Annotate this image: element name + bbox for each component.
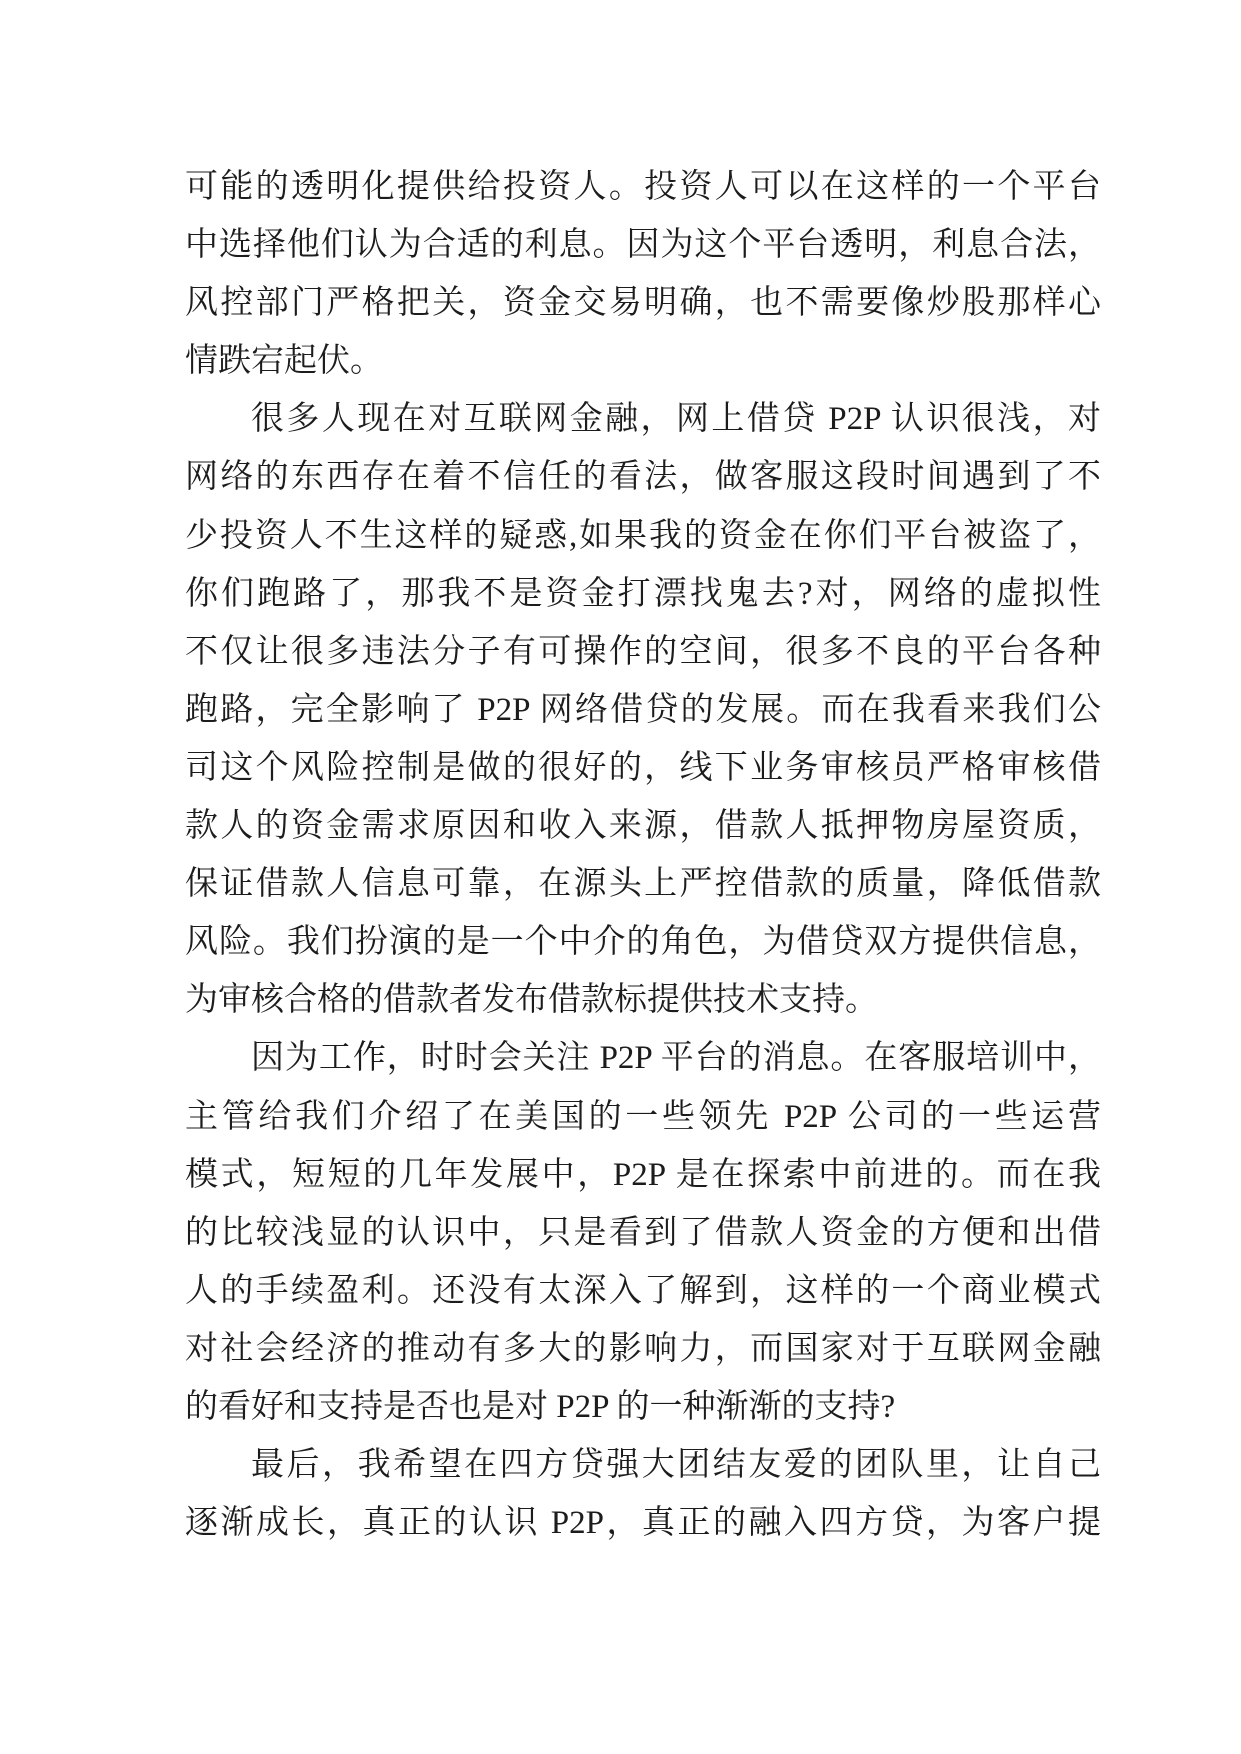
- text-line: 为审核合格的借款者发布借款标提供技术支持。: [185, 982, 878, 1019]
- text-line: 可能的透明化提供给投资人。投资人可以在这样的一个平台: [185, 169, 1101, 205]
- text-line: 不仅让很多违法分子有可操作的空间，很多不良的平台各种: [185, 633, 1101, 670]
- text-line: 跑路，完全影响了 P2P 网络借贷的发展。而在我看来我们公: [185, 691, 1101, 728]
- text-line: 人的手续盈利。还没有太深入了解到，这样的一个商业模式: [185, 1272, 1101, 1309]
- paragraph: [185, 1029, 1101, 1436]
- text-line: 司这个风险控制是做的很好的，线下业务审核员严格审核借: [185, 749, 1101, 786]
- text-line: 风险。我们扮演的是一个中介的角色，为借贷双方提供信息，: [185, 924, 1101, 961]
- text-line: 款人的资金需求原因和收入来源，借款人抵押物房屋资质，: [185, 808, 1101, 845]
- paragraph: [185, 1436, 1101, 1552]
- text-line: 保证借款人信息可靠，在源头上严控借款的质量，降低借款: [185, 866, 1101, 903]
- text-line: 主管给我们介绍了在美国的一些领先 P2P 公司的一些运营: [185, 1098, 1101, 1135]
- text-line: 的比较浅显的认识中，只是看到了借款人资金的方便和出借: [185, 1214, 1101, 1251]
- document-text-column: [185, 158, 1101, 1552]
- text-line: 对社会经济的推动有多大的影响力，而国家对于互联网金融: [185, 1330, 1101, 1367]
- text-line: 模式，短短的几年发展中，P2P 是在探索中前进的。而在我: [185, 1156, 1101, 1193]
- text-line: 你们跑路了，那我不是资金打漂找鬼去?对，网络的虚拟性: [185, 575, 1101, 612]
- text-line: 因为工作，时时会关注 P2P 平台的消息。在客服培训中，: [251, 1040, 1101, 1077]
- text-line: 情跌宕起伏。: [185, 343, 383, 380]
- text-line: 网络的东西存在着不信任的看法，做客服这段时间遇到了不: [185, 459, 1101, 496]
- paragraph: [185, 158, 1101, 390]
- text-line: 很多人现在对互联网金融，网上借贷 P2P 认识很浅，对: [251, 401, 1101, 438]
- text-line: 风控部门严格把关，资金交易明确，也不需要像炒股那样心: [185, 285, 1101, 322]
- text-line: 少投资人不生这样的疑惑,如果我的资金在你们平台被盗了，: [185, 517, 1101, 554]
- text-line: 最后，我希望在四方贷强大团结友爱的团队里，让自己: [251, 1447, 1101, 1484]
- paragraph: [185, 390, 1101, 1029]
- text-line: 的看好和支持是否也是对 P2P 的一种渐渐的支持?: [185, 1388, 896, 1425]
- text-line: 中选择他们认为合适的利息。因为这个平台透明，利息合法，: [185, 227, 1101, 264]
- text-line: 逐渐成长，真正的认识 P2P，真正的融入四方贷，为客户提: [185, 1505, 1101, 1542]
